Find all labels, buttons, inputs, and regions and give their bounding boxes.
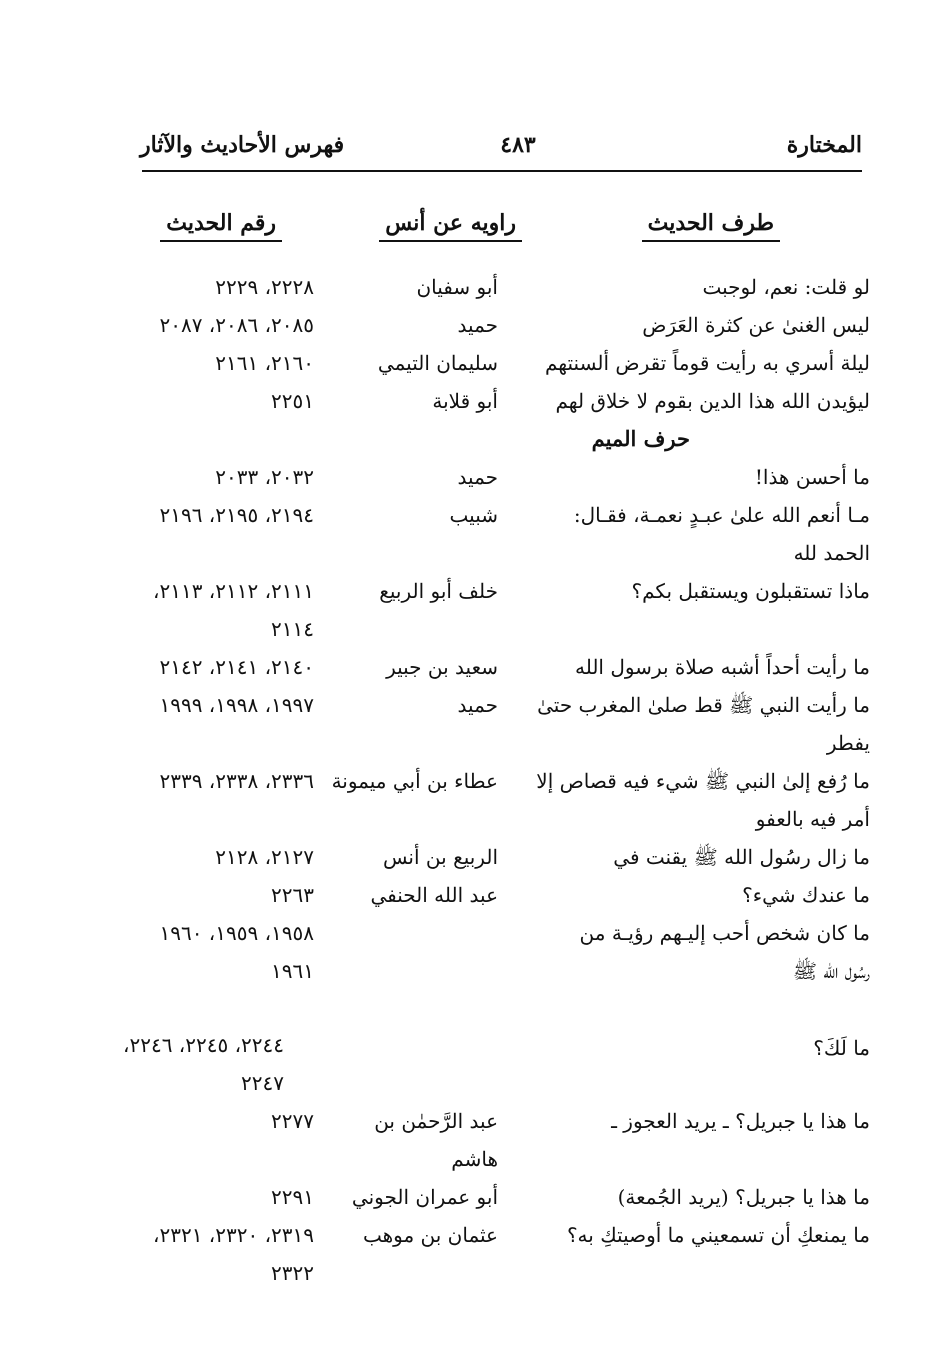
hadith-numbers: ٢٠٨٥، ٢٠٨٦، ٢٠٨٧ (159, 313, 314, 337)
narrator: الربيع بن أنس (382, 845, 498, 869)
hadith-numbers: ٢٣٣٦، ٢٣٣٨، ٢٣٣٩ (159, 769, 314, 793)
hadith-numbers-line-2: ٢٢٤٧ (241, 1071, 284, 1095)
hadith-numbers: ٢٠٣٢، ٢٠٣٣ (215, 465, 314, 489)
hadith-beginning: ما عندك شيء؟ (742, 883, 870, 907)
index-row (100, 306, 870, 344)
hadith-beginning: ما يمنعكِ أن تسمعيني ما أوصيتكِ به؟ (566, 1223, 870, 1247)
hadith-numbers-line-2: ١٩٦١ (271, 959, 314, 983)
hadith-beginning: ما رأيت أحداً أشبه صلاة برسول الله (574, 655, 870, 679)
hadith-numbers: ٢٢٧٧ (271, 1109, 314, 1133)
column-header-hadith-number: رقم الحديث (160, 210, 282, 242)
page-number: ٤٨٣ (500, 132, 536, 158)
narrator: حميد (457, 313, 498, 337)
narrator-line-1: عبد الرَّحمٰن بن (374, 1109, 498, 1133)
hadith-beginning: ما هذا يا جبريل؟ (يريد الجُمعة) (617, 1185, 870, 1209)
index-row (100, 268, 870, 306)
column-header-hadith-beginning: طرف الحديث (642, 210, 780, 242)
hadith-beginning: ما زال رسُول الله ﷺ يقنت في (613, 845, 870, 869)
narrator: أبو سفيان (416, 275, 498, 299)
book-title: المختارة (786, 132, 862, 158)
narrator: خلف أبو الربيع (379, 579, 498, 603)
index-row (100, 686, 870, 762)
section-heading: حرف الميم (591, 426, 690, 451)
index-row (100, 762, 870, 838)
hadith-numbers-line-2: ٢٣٢٢ (271, 1261, 314, 1285)
narrator: حميد (457, 693, 498, 717)
hadith-numbers (100, 914, 314, 990)
hadith-beginning (522, 496, 870, 572)
hadith-beginning: ليؤيدن الله هذا الدين بقوم لا خلاق لهم (555, 389, 870, 413)
hadith-beginning: ليس الغنىٰ عن كثرة العَرَض (642, 313, 870, 337)
index-row (100, 838, 870, 876)
index-title: فهرس الأحاديث والآثار (140, 132, 345, 158)
header-rule (142, 170, 862, 172)
index-row (100, 648, 870, 686)
hadith-numbers (100, 1026, 314, 1102)
hadith-beginning (522, 686, 870, 762)
index-row (100, 1026, 870, 1102)
hadith-beginning: ماذا تستقبلون ويستقبل بكم؟ (631, 579, 870, 603)
narrator: شبيب (449, 503, 498, 527)
hadith-beginning-line-1: ما رأيت النبي ﷺ قط صلىٰ المغرب حتىٰ (537, 693, 870, 717)
hadith-numbers-line-1: ٢٣١٩، ٢٣٢٠، ٢٣٢١، (153, 1223, 314, 1247)
hadith-beginning (522, 762, 870, 838)
hadith-numbers (100, 1216, 314, 1292)
hadith-numbers-line-1: ٢٢٤٤، ٢٢٤٥، ٢٢٤٦، (123, 1033, 284, 1057)
index-row (100, 496, 870, 572)
index-row (100, 458, 870, 496)
hadith-numbers: ٢٢٩١ (271, 1185, 314, 1209)
narrator: أبو قلابة (432, 389, 498, 413)
hadith-beginning: لو قلت: نعم، لوجبت (702, 275, 870, 299)
hadith-beginning-line-1: مـا أنعم الله علىٰ عبـدٍ نعمـة، فقـال: (573, 503, 870, 527)
hadith-numbers: ٢٢٦٣ (271, 883, 314, 907)
hadith-numbers: ٢١٩٤، ٢١٩٥، ٢١٩٦ (159, 503, 314, 527)
hadith-numbers: ٢١٦٠، ٢١٦١ (215, 351, 314, 375)
narrator: عثمان بن موهب (362, 1223, 498, 1247)
index-row (100, 344, 870, 382)
index-row (100, 876, 870, 914)
narrator: عطاء بن أبي ميمونة (331, 769, 498, 793)
running-head (140, 132, 862, 168)
hadith-beginning-line-2: رسُول الله ﷺ (792, 959, 870, 983)
index-row (100, 572, 870, 648)
hadith-numbers: ٢٢٢٨، ٢٢٢٩ (215, 275, 314, 299)
index-row (100, 1102, 870, 1178)
hadith-numbers: ٢٢٥١ (271, 389, 314, 413)
narrator: عبد الله الحنفي (370, 883, 498, 907)
hadith-numbers: ٢١٤٠، ٢١٤١، ٢١٤٢ (159, 655, 314, 679)
hadith-numbers-line-1: ١٩٥٨، ١٩٥٩، ١٩٦٠ (159, 921, 314, 945)
hadith-numbers: ١٩٩٧، ١٩٩٨، ١٩٩٩ (159, 693, 314, 717)
index-row (100, 914, 870, 990)
hadith-numbers-line-1: ٢١١١، ٢١١٢، ٢١١٣، (153, 579, 314, 603)
hadith-beginning: ليلة أسري به رأيت قوماً تقرض ألسنتهم (544, 351, 870, 375)
hadith-beginning: ما هذا يا جبريل؟ ـ يريد العجوز ـ (611, 1109, 870, 1133)
hadith-numbers: ٢١٢٧، ٢١٢٨ (215, 845, 314, 869)
narrator: سعيد بن جبير (386, 655, 498, 679)
narrator: أبو عمران الجوني (351, 1185, 498, 1209)
hadith-beginning-line-2: أمر فيه بالعفو (755, 807, 870, 831)
hadith-beginning: ما أحسن هذا! (754, 465, 870, 489)
index-table (100, 268, 870, 1292)
hadith-numbers (100, 572, 314, 648)
index-row (100, 1178, 870, 1216)
index-row (100, 382, 870, 420)
hadith-beginning-line-1: ما رُفع إلىٰ النبي ﷺ شيء فيه قصاص إلا (536, 769, 870, 793)
hadith-beginning-line-1: ما كان شخص أحب إليـهم رؤيـة من (579, 921, 870, 945)
narrator (322, 1102, 498, 1178)
hadith-beginning (522, 914, 870, 990)
narrator: حميد (457, 465, 498, 489)
index-row (100, 1216, 870, 1292)
spacer (100, 990, 870, 1026)
narrator-line-2: هاشم (451, 1147, 498, 1171)
hadith-beginning: ما لَكَ؟ (813, 1036, 870, 1060)
narrator: سليمان التيمي (377, 351, 498, 375)
hadith-numbers-line-2: ٢١١٤ (271, 617, 314, 641)
hadith-beginning-line-2: يفطر (826, 731, 870, 755)
hadith-beginning-line-2: الحمد لله (793, 541, 870, 565)
column-header-narrator: راويه عن أنس (379, 210, 522, 242)
